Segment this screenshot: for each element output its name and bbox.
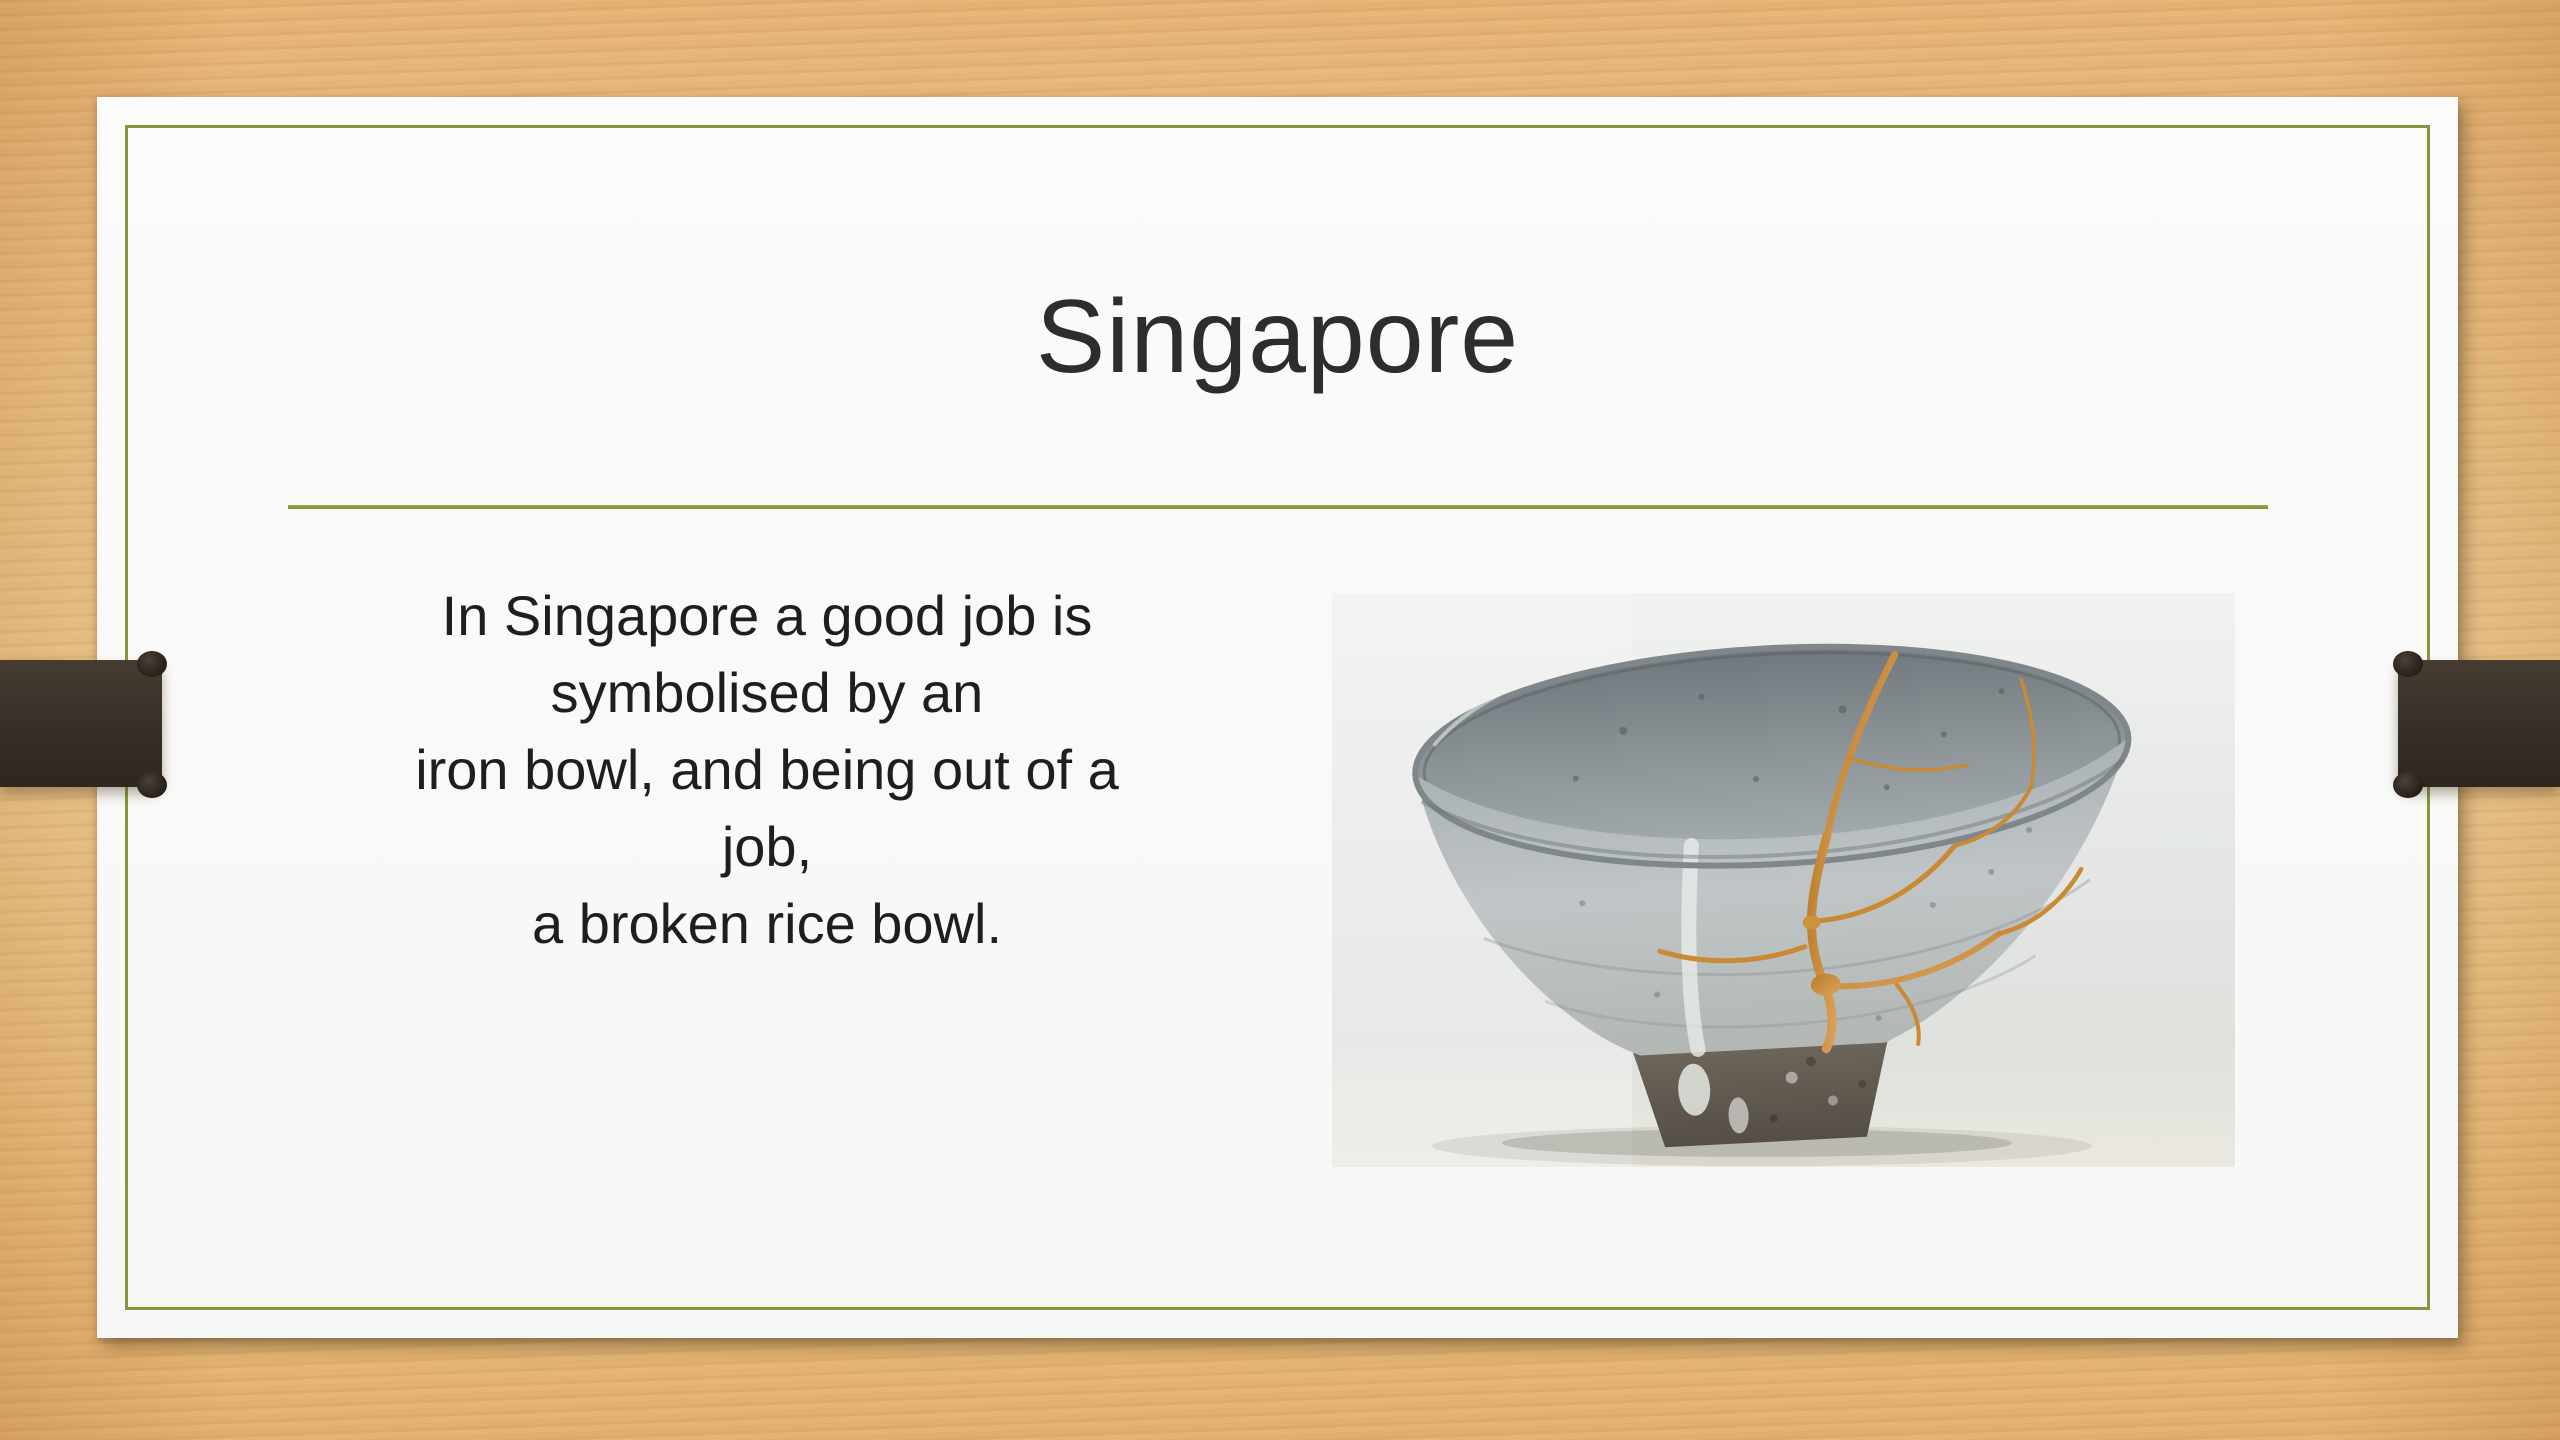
kintsugi-bowl-image <box>1332 593 2235 1167</box>
clip-knob-bottom <box>2393 772 2423 798</box>
slide <box>97 97 2458 1338</box>
body-line: iron bowl, and being out of a <box>415 738 1119 801</box>
clip-knob-bottom <box>137 772 167 798</box>
body-line: job, <box>721 815 813 878</box>
clip-knob-top <box>137 651 167 677</box>
body-line: a broken rice bowl. <box>531 892 1002 955</box>
left-binder-clip <box>0 660 162 787</box>
title-divider-line <box>288 505 2268 509</box>
body-line: symbolised by an <box>550 661 984 724</box>
body-line: In Singapore a good job is <box>441 584 1093 647</box>
clip-knob-top <box>2393 651 2423 677</box>
slide-title: Singapore <box>1035 279 1520 395</box>
body-text-block <box>252 577 1282 962</box>
right-binder-clip <box>2398 660 2560 787</box>
